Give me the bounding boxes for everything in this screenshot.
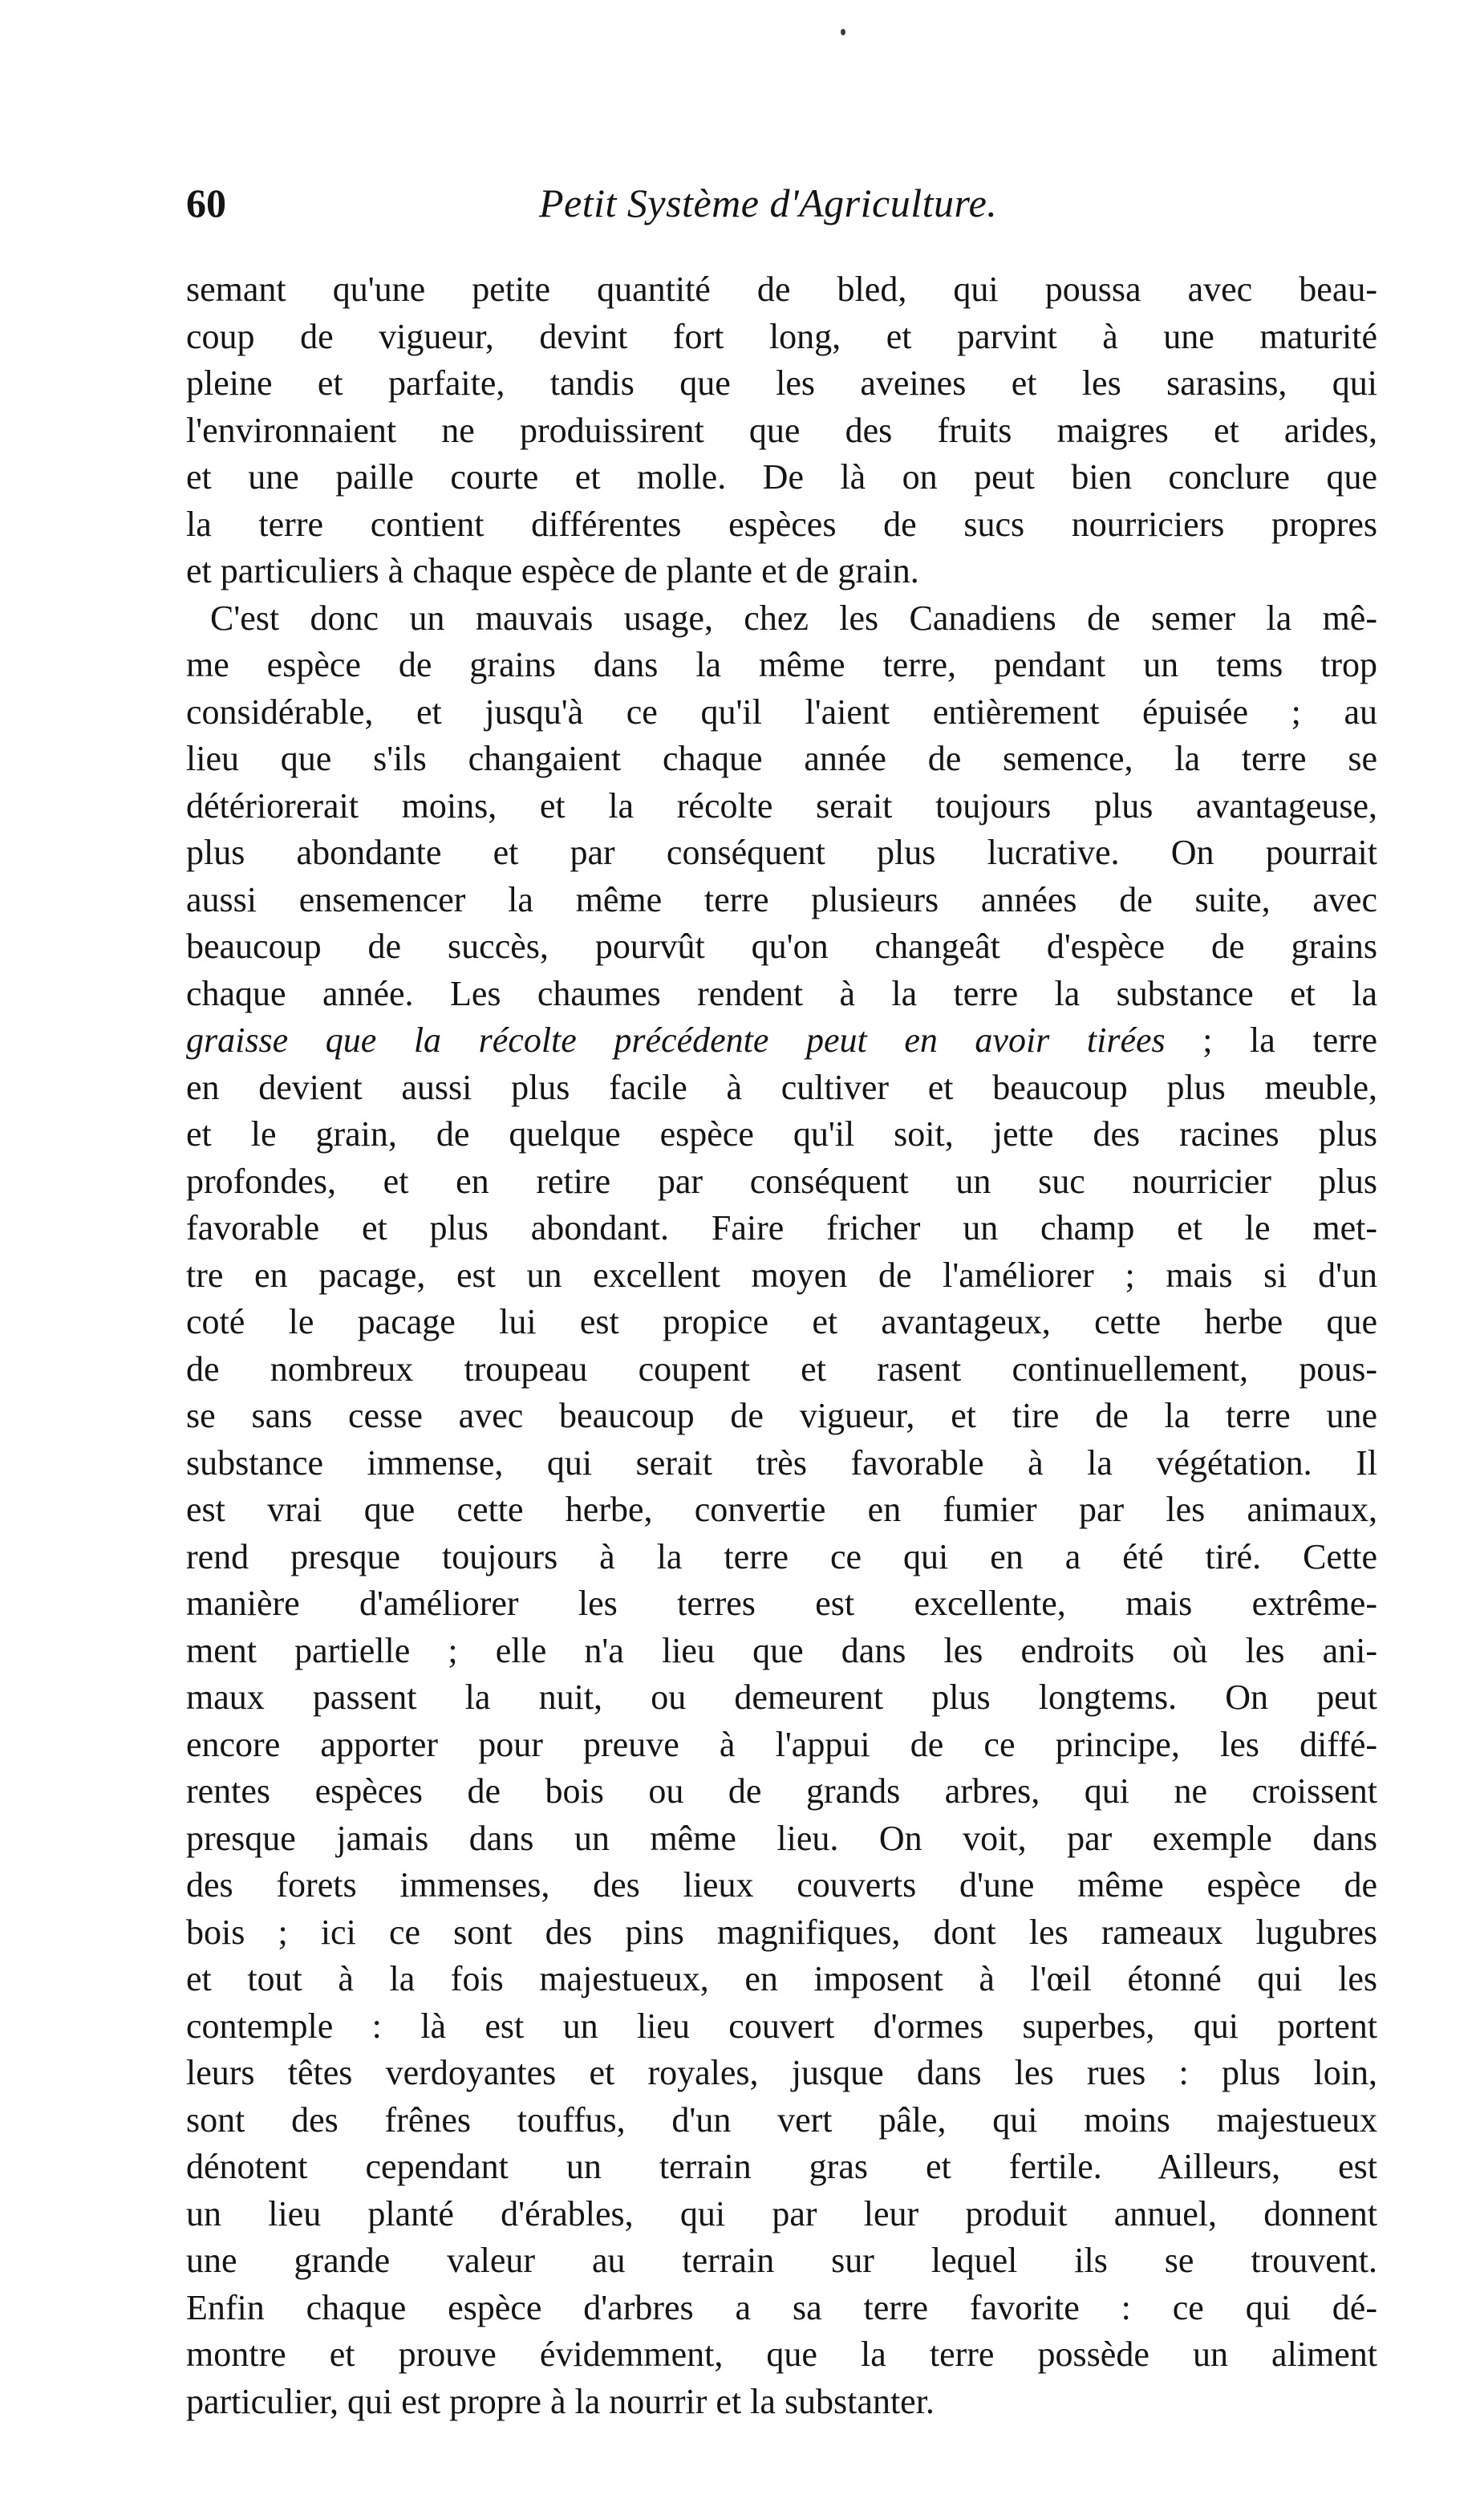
text-line: montre et prouve évidemment, que la terre possède un aliment xyxy=(186,2335,1377,2374)
body-text xyxy=(186,266,1377,2425)
text-line: chaque année. Les chaumes rendent à la terre la substance et la xyxy=(186,973,1377,1013)
text-line: l'environnaient ne produissirent que des fruits maigres et arides, xyxy=(186,410,1377,450)
running-title: Petit Système d'Agriculture. xyxy=(539,181,998,225)
text-line: graisse que la récolte précédente peut en avoir tirées ; la terre xyxy=(186,1020,1377,1060)
text-line: coup de vigueur, devint fort long, et parvint à une maturité xyxy=(186,316,1377,356)
text-line: considérable, et jusqu'à ce qu'il l'aient entièrement épuisée ; au xyxy=(186,692,1377,732)
italic-phrase: graisse que la récolte précédente peut en avoir tirées xyxy=(186,1020,1166,1060)
text-line: substance immense, qui serait très favorable à la végétation. Il xyxy=(186,1442,1377,1483)
text-line: une grande valeur au terrain sur lequel ils se trouvent. xyxy=(186,2241,1377,2280)
text-line: beaucoup de succès, pourvût qu'on changeât d'espèce de grains xyxy=(186,927,1377,966)
text-line: un lieu planté d'érables, qui par leur produit annuel, donnent xyxy=(186,2193,1377,2233)
text-line: C'est donc un mauvais usage, chez les Canadiens de semer la mê- xyxy=(210,598,1377,638)
text-line: et tout à la fois majestueux, en imposent à l'œil étonné qui les xyxy=(186,1959,1377,1998)
text-line: de nombreux troupeau coupent et rasent continuellement, pous- xyxy=(186,1349,1377,1389)
page-header xyxy=(186,175,1373,231)
text-line: des forets immenses, des lieux couverts d'une même espèce de xyxy=(186,1865,1377,1905)
text-line: ment partielle ; elle n'a lieu que dans les endroits où les ani- xyxy=(186,1630,1377,1670)
text-line: semant qu'une petite quantité de bled, qui poussa avec beau- xyxy=(186,270,1377,309)
text-line: lieu que s'ils changaient chaque année de semence, la terre se xyxy=(186,739,1377,778)
text-line: profondes, et en retire par conséquent un suc nourricier plus xyxy=(186,1161,1377,1201)
text-line: encore apporter pour preuve à l'appui de ce principe, les diffé- xyxy=(186,1724,1377,1764)
text-line: plus abondante et par conséquent plus lucrative. On pourrait xyxy=(186,833,1377,872)
ink-speck xyxy=(841,29,845,35)
text-line: Enfin chaque espèce d'arbres a sa terre favorite : ce qui dé- xyxy=(186,2287,1377,2327)
text-line: dénotent cependant un terrain gras et fertile. Ailleurs, est xyxy=(186,2147,1377,2186)
text-line: tre en pacage, est un excellent moyen de l'améliorer ; mais si d'un xyxy=(186,1255,1377,1295)
text-line: contemple : là est un lieu couvert d'ormes superbes, qui portent xyxy=(186,2006,1377,2046)
text-line: rentes espèces de bois ou de grands arbres, qui ne croissent xyxy=(186,1771,1377,1811)
text-line: particulier, qui est propre à la nourrir et la substanter. xyxy=(186,2381,935,2421)
text-line: manière d'améliorer les terres est excellente, mais extrême- xyxy=(186,1584,1377,1623)
text-line: est vrai que cette herbe, convertie en fumier par les animaux, xyxy=(186,1490,1377,1529)
text-line: en devient aussi plus facile à cultiver et beaucoup plus meuble, xyxy=(186,1067,1377,1107)
text-line: pleine et parfaite, tandis que les aveines et les sarasins, qui xyxy=(186,363,1377,403)
text-line: leurs têtes verdoyantes et royales, jusque dans les rues : plus loin, xyxy=(186,2053,1377,2092)
text-line: coté le pacage lui est propice et avantageux, cette herbe que xyxy=(186,1302,1377,1341)
text-line: la terre contient différentes espèces de sucs nourriciers propres xyxy=(186,504,1377,544)
text-line: détériorerait moins, et la récolte serait toujours plus avantageuse, xyxy=(186,785,1377,826)
text-line: et le grain, de quelque espèce qu'il soit, jette des racines plus xyxy=(186,1114,1377,1154)
text-line: et particuliers à chaque espèce de plante et de grain. xyxy=(186,551,919,590)
text-line: presque jamais dans un même lieu. On voit, par exemple dans xyxy=(186,1818,1377,1858)
text-line: se sans cesse avec beaucoup de vigueur, et tire de la terre une xyxy=(186,1396,1377,1435)
text-line: maux passent la nuit, ou demeurent plus longtems. On peut xyxy=(186,1678,1377,1717)
text-line: aussi ensemencer la même terre plusieurs années de suite, avec xyxy=(186,879,1377,919)
text-line: me espèce de grains dans la même terre, pendant un tems trop xyxy=(186,645,1377,684)
text-line: favorable et plus abondant. Faire fricher un champ et le met- xyxy=(186,1208,1377,1248)
text-line: sont des frênes touffus, d'un vert pâle, qui moins majestueux xyxy=(186,2099,1377,2140)
text-line: rend presque toujours à la terre ce qui en a été tiré. Cette xyxy=(186,1536,1377,1576)
text-line: et une paille courte et molle. De là on peut bien conclure que xyxy=(186,457,1377,497)
text-line: bois ; ici ce sont des pins magnifiques, dont les rameaux lugubres xyxy=(186,1912,1377,1952)
page-number: 60 xyxy=(186,181,226,225)
